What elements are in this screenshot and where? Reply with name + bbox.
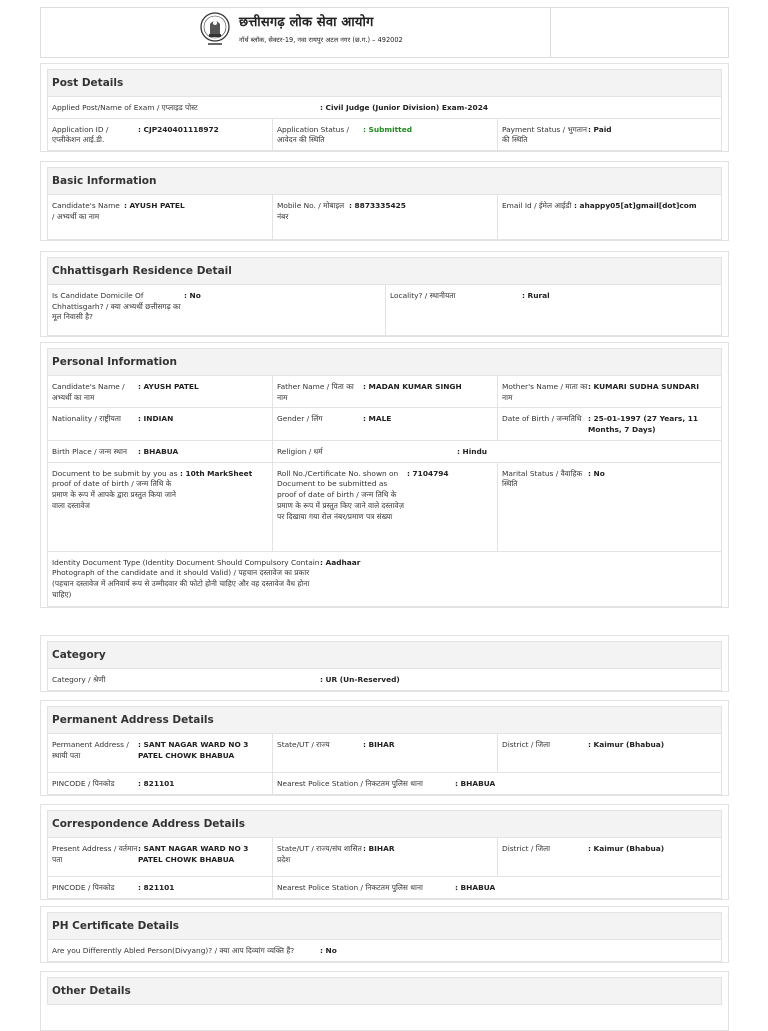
field-label: Permanent Address / स्थायी पता <box>52 740 129 760</box>
email-value: : ahappy05[at]gmail[dot]com <box>574 201 697 210</box>
table-row <box>47 463 722 552</box>
father-name-value: : MADAN KUMAR SINGH <box>363 382 462 391</box>
field-label: State/UT / राज्य/संघ शासित प्रदेश <box>277 844 362 864</box>
table-row <box>47 376 722 408</box>
table-row <box>47 408 722 440</box>
pincode-value: : 821101 <box>138 779 175 788</box>
page-header <box>40 7 729 58</box>
nationality-value: : INDIAN <box>138 414 174 424</box>
present-address-value: : SANT NAGAR WARD NO 3 PATEL CHOWK BHABUA <box>138 844 249 864</box>
emblem-logo <box>199 10 231 50</box>
mobile-value: : 8873335425 <box>349 201 406 210</box>
district-value: : Kaimur (Bhabua) <box>588 740 665 749</box>
field-label: District / जिला <box>502 844 551 853</box>
section-title: Basic Information <box>47 167 722 195</box>
section-ph-certificate <box>40 906 729 963</box>
district-value: : Kaimur (Bhabua) <box>588 844 665 853</box>
field-label: Candidate's Name / अभ्यर्थी का नाम <box>52 201 120 221</box>
field-label: Candidate's Name / अभ्यर्थी का नाम <box>52 382 125 402</box>
section-correspondence-address <box>40 804 729 900</box>
section-title: PH Certificate Details <box>47 912 722 940</box>
field-label: Mobile No. / मोबाइल नंबर <box>277 201 345 221</box>
section-basic-info <box>40 161 729 241</box>
table-row <box>47 441 722 463</box>
field-label: Application Status / आवेदन की स्थिति <box>277 124 350 145</box>
field-label: Religion / धर्म <box>277 446 323 456</box>
dob-document-value: : 10th MarkSheet <box>180 468 253 478</box>
field-label: Payment Status / भुगतान की स्थिति <box>502 124 588 145</box>
candidate-name-value: : AYUSH PATEL <box>138 382 199 391</box>
field-label: Gender / लिंग <box>277 414 323 424</box>
field-label: Identity Document Type (Identity Document Should Compulsory Contain Photograph of the candidate and it should Valid) / पहचान दस्तावेज का प्रकार (पहचान दस्तावेज में अनिवार्य रूप से उम्मीदवार की फोटो होनी चाहिए और वह दस्तावेज वैध होना चाहिए) <box>52 557 320 599</box>
field-label: District / जिला <box>502 740 551 749</box>
org-address: नॉर्थ ब्लॉक, सेक्टर-19, नवा रायपुर अटल नगर (छ.ग.) – 492002 <box>239 35 403 44</box>
category-value: : UR (Un-Reserved) <box>320 675 400 684</box>
table-row <box>47 773 722 795</box>
application-id-value: : CJP240401118972 <box>138 124 219 134</box>
field-label: Category / श्रेणी <box>52 675 106 684</box>
header-divider <box>550 8 551 57</box>
police-station-value: : BHABUA <box>455 883 496 892</box>
gender-value: : MALE <box>363 414 392 424</box>
field-label: Date of Birth / जन्मतिथि <box>502 414 582 424</box>
field-label: PINCODE / पिनकोड <box>52 883 115 892</box>
section-permanent-address <box>40 700 729 796</box>
section-title: Post Details <box>47 69 722 97</box>
field-label: Marital Status / वैवाहिक स्थिति <box>502 468 583 489</box>
table-row <box>47 97 722 119</box>
section-title: Chhattisgarh Residence Detail <box>47 257 722 285</box>
table-row <box>47 195 722 240</box>
field-label: PINCODE / पिनकोड <box>52 779 115 788</box>
table-row <box>47 285 722 336</box>
section-other-details <box>40 971 729 1031</box>
table-row <box>47 669 722 691</box>
marital-status-value: : No <box>588 468 605 478</box>
section-post-details <box>40 63 729 152</box>
field-label: Birth Place / जन्म स्थान <box>52 446 127 456</box>
section-title: Personal Information <box>47 348 722 376</box>
table-row <box>47 877 722 899</box>
field-label: Locality? / स्थानीयता <box>390 291 456 300</box>
section-residence <box>40 251 729 337</box>
field-label: Application ID / एप्लीकेशन आई.डी. <box>52 124 109 145</box>
section-title: Other Details <box>47 977 722 1005</box>
divyang-value: : No <box>320 946 337 955</box>
locality-value: : Rural <box>522 291 550 300</box>
identity-document-value: : Aadhaar <box>320 557 361 567</box>
roll-number-value: : 7104794 <box>407 468 449 478</box>
table-row <box>47 838 722 877</box>
field-label: State/UT / राज्य <box>277 740 330 749</box>
field-label: Are you Differently Abled Person(Divyang)? / क्या आप दिव्यांग व्यक्ति हैं? <box>52 946 295 955</box>
field-label: Nearest Police Station / निकटतम पुलिस थाना <box>277 779 423 788</box>
religion-value: : Hindu <box>457 446 488 456</box>
status-badge: : Submitted <box>363 124 413 134</box>
applied-post-value: : Civil Judge (Junior Division) Exam-2024 <box>320 103 488 112</box>
field-label: Email Id / ईमेल आईडी <box>502 201 572 210</box>
birthplace-value: : BHABUA <box>138 446 179 456</box>
field-label: Roll No./Certificate No. shown on Document to be submitted as proof of date of birth / जन्म तिथि के प्रमाण के रूप में प्रस्तुत किए जाने वाले दस्तावेज़ पर दिखाया गया रोल नंबर/प्रमाण पत्र संख्या <box>277 468 404 521</box>
dob-value: : 25-01-1997 (27 Years, 11 Months, 7 Days) <box>588 414 698 435</box>
field-label: Document to be submit by you as proof of date of birth / जन्म तिथि के प्रमाण के रूप में आपके द्वारा प्रस्तुत किया जाने वाला दस्तावेज <box>52 468 178 510</box>
field-label: Present Address / वर्तमान पता <box>52 844 138 864</box>
pincode-value: : 821101 <box>138 883 175 892</box>
org-title-block <box>239 14 539 45</box>
field-label: Is Candidate Domicile Of Chhattisgarh? / क्या अभ्यर्थी छत्तीसगढ़ का मूल निवासी है? <box>52 291 181 322</box>
police-station-value: : BHABUA <box>455 779 496 788</box>
table-row <box>47 119 722 151</box>
org-name: छत्तीसगढ़ लोक सेवा आयोग <box>239 15 374 30</box>
section-personal-info <box>40 342 729 608</box>
section-title: Permanent Address Details <box>47 706 722 734</box>
table-row <box>47 734 722 773</box>
mother-name-value: : KUMARI SUDHA SUNDARI <box>588 382 699 391</box>
table-row <box>47 552 722 607</box>
field-label: Nationality / राष्ट्रीयता <box>52 414 121 424</box>
field-label: Applied Post/Name of Exam / एप्लाइड पोस्ट <box>52 103 198 112</box>
table-row <box>47 940 722 962</box>
domicile-value: : No <box>184 291 201 300</box>
field-label: Nearest Police Station / निकटतम पुलिस थाना <box>277 883 423 892</box>
payment-status-value: : Paid <box>588 124 612 134</box>
section-category <box>40 635 729 692</box>
candidate-name-value: : AYUSH PATEL <box>124 201 185 210</box>
field-label: Father Name / पिता का नाम <box>277 382 354 402</box>
field-label: Mother's Name / माता का नाम <box>502 382 588 402</box>
section-title: Category <box>47 641 722 669</box>
state-value: : BIHAR <box>363 844 395 853</box>
permanent-address-value: : SANT NAGAR WARD NO 3 PATEL CHOWK BHABUA <box>138 740 249 760</box>
section-title: Correspondence Address Details <box>47 810 722 838</box>
state-value: : BIHAR <box>363 740 395 749</box>
